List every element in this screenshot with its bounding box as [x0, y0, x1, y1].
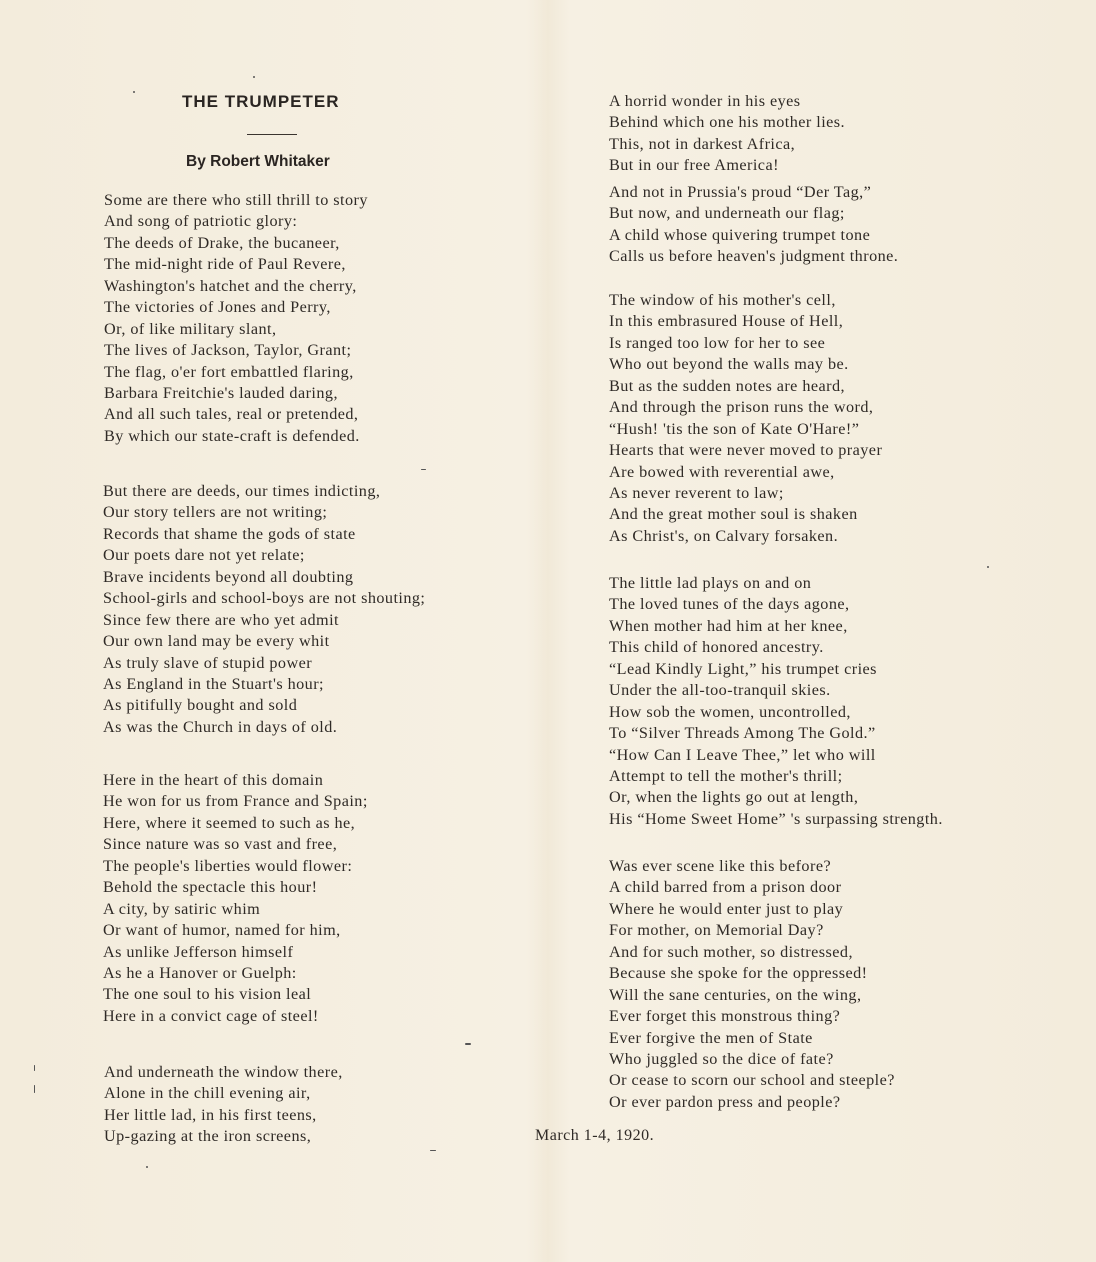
paper-speck	[421, 469, 426, 470]
poem-line: And song of patriotic glory:	[104, 212, 298, 231]
poem-line: When mother had him at her knee,	[609, 616, 848, 635]
poem-line: And for such mother, so distressed,	[609, 942, 853, 961]
poem-line: As pitifully bought and sold	[103, 696, 298, 715]
poem-line: Under the all-too-tranquil skies.	[609, 681, 831, 700]
poem-line: “Lead Kindly Light,” his trumpet cries	[609, 659, 877, 678]
poem-line: Are bowed with reverential awe,	[609, 462, 835, 481]
poem-line: Or, of like military slant,	[104, 319, 277, 338]
poem-line: Records that shame the gods of state	[103, 524, 356, 543]
poem-line: Ever forgive the men of State	[609, 1028, 813, 1047]
title-divider	[247, 134, 297, 135]
poem-line: His “Home Sweet Home” 's surpassing strength.	[609, 809, 943, 828]
paper-speck	[465, 1043, 471, 1045]
poem-line: Who out beyond the walls may be.	[609, 355, 849, 374]
poem-line: Some are there who still thrill to story	[104, 191, 368, 209]
poem-line: The window of his mother's cell,	[609, 291, 836, 309]
paper-speck	[34, 1085, 35, 1093]
poem-line: Our poets dare not yet relate;	[103, 546, 305, 565]
poem-line: But now, and underneath our flag;	[609, 204, 845, 223]
poem-line: The flag, o'er fort embattled flaring,	[104, 362, 354, 381]
poem-line: The mid-night ride of Paul Revere,	[104, 255, 346, 274]
poem-line: Barbara Freitchie's lauded daring,	[104, 383, 338, 402]
poem-line: Behind which one his mother lies.	[609, 113, 846, 132]
poem-line: And through the prison runs the word,	[609, 398, 874, 417]
poem-line: “Hush! 'tis the son of Kate O'Hare!”	[609, 419, 860, 438]
poem-line: Or want of humor, named for him,	[103, 921, 341, 940]
poem-line: A horrid wonder in his eyes	[609, 92, 801, 110]
poem-line: Attempt to tell the mother's thrill;	[609, 766, 843, 785]
poem-line: A city, by satiric whim	[103, 899, 261, 918]
stanza-6	[609, 182, 898, 268]
poem-line: Here in a convict cage of steel!	[103, 1006, 319, 1025]
poem-line: Ever forget this monstrous thing?	[609, 1007, 841, 1026]
poem-line: Washington's hatchet and the cherry,	[104, 276, 357, 295]
stanza-4	[104, 1062, 343, 1148]
poem-line: Here, where it seemed to such as he,	[103, 813, 356, 832]
poem-line: And not in Prussia's proud “Der Tag,”	[609, 183, 872, 201]
paper-speck	[987, 566, 989, 568]
poem-date: March 1-4, 1920.	[535, 1127, 655, 1144]
poem-line: Here in the heart of this domain	[103, 771, 324, 789]
stanza-7	[609, 290, 882, 547]
poem-line: As never reverent to law;	[609, 483, 784, 502]
poem-line: Alone in the chill evening air,	[104, 1084, 311, 1103]
poem-line: Hearts that were never moved to prayer	[609, 441, 883, 460]
poem-line: For mother, on Memorial Day?	[609, 921, 824, 940]
poem-line: Behold the spectacle this hour!	[103, 878, 318, 897]
paper-speck	[253, 76, 255, 78]
poem-line: In this embrasured House of Hell,	[609, 312, 844, 331]
poem-line: Or, when the lights go out at length,	[609, 788, 859, 807]
poem-line: But as the sudden notes are heard,	[609, 376, 846, 395]
paper-speck	[430, 1150, 436, 1151]
poem-line: As was the Church in days of old.	[103, 717, 338, 736]
poem-line: Brave incidents beyond all doubting	[103, 567, 354, 586]
poem-line: And all such tales, real or pretended,	[104, 405, 359, 424]
poem-line: “How Can I Leave Thee,” let who will	[609, 745, 876, 764]
poem-line: Her little lad, in his first teens,	[104, 1105, 317, 1124]
poem-line: The people's liberties would flower:	[103, 856, 353, 875]
stanza-8	[609, 573, 943, 830]
poem-line: How sob the women, uncontrolled,	[609, 702, 851, 721]
poem-line: To “Silver Threads Among The Gold.”	[609, 724, 876, 743]
poem-line: And the great mother soul is shaken	[609, 505, 858, 524]
poem-line: A child barred from a prison door	[609, 878, 842, 897]
stanza-2	[103, 481, 425, 738]
poem-line: The victories of Jones and Perry,	[104, 298, 331, 317]
poem-line: Our story tellers are not writing;	[103, 503, 328, 522]
poem-line: By which our state-craft is defended.	[104, 426, 360, 445]
author-byline: By Robert Whitaker	[186, 153, 330, 170]
poem-line: As England in the Stuart's hour;	[103, 674, 324, 693]
poem-line: Our own land may be every whit	[103, 632, 330, 651]
poem-line: Where he would enter just to play	[609, 899, 844, 918]
poem-line: And underneath the window there,	[104, 1063, 343, 1081]
poem-line: Calls us before heaven's judgment throne.	[609, 247, 899, 266]
poem-line: But there are deeds, our times indicting,	[103, 482, 381, 500]
poem-line: But in our free America!	[609, 156, 779, 175]
poem-line: Since few there are who yet admit	[103, 610, 339, 629]
poem-line: The deeds of Drake, the bucaneer,	[104, 233, 340, 252]
stanza-1	[104, 190, 368, 447]
poem-line: This, not in darkest Africa,	[609, 134, 796, 153]
paper-speck	[133, 91, 135, 93]
poem-line: As he a Hanover or Guelph:	[103, 963, 297, 982]
poem-line: A child whose quivering trumpet tone	[609, 225, 871, 244]
poem-line: He won for us from France and Spain;	[103, 792, 368, 811]
poem-line: Or cease to scorn our school and steeple?	[609, 1071, 895, 1090]
poem-line: This child of honored ancestry.	[609, 638, 824, 657]
poem-line: The lives of Jackson, Taylor, Grant;	[104, 341, 352, 360]
poem-line: Or ever pardon press and people?	[609, 1092, 841, 1111]
poem-line: School-girls and school-boys are not shouting;	[103, 589, 426, 608]
stanza-3	[103, 770, 368, 1027]
poem-title: THE TRUMPETER	[182, 92, 340, 111]
poem-line: As Christ's, on Calvary forsaken.	[609, 526, 839, 545]
poem-line: Was ever scene like this before?	[609, 857, 832, 875]
paper-speck	[34, 1065, 35, 1071]
poem-line: Up-gazing at the iron screens,	[104, 1127, 312, 1146]
poem-line: Is ranged too low for her to see	[609, 333, 826, 352]
poem-line: The loved tunes of the days agone,	[609, 595, 850, 614]
poem-line: The little lad plays on and on	[609, 574, 812, 592]
stanza-5	[609, 91, 845, 177]
poem-line: Because she spoke for the oppressed!	[609, 964, 868, 983]
poem-line: As truly slave of stupid power	[103, 653, 313, 672]
poem-line: Since nature was so vast and free,	[103, 835, 338, 854]
paper-speck	[146, 1166, 148, 1168]
poem-line: Who juggled so the dice of fate?	[609, 1049, 834, 1068]
poem-line: As unlike Jefferson himself	[103, 942, 294, 961]
poem-line: Will the sane centuries, on the wing,	[609, 985, 862, 1004]
stanza-9	[609, 856, 895, 1113]
poem-line: The one soul to his vision leal	[103, 985, 312, 1004]
